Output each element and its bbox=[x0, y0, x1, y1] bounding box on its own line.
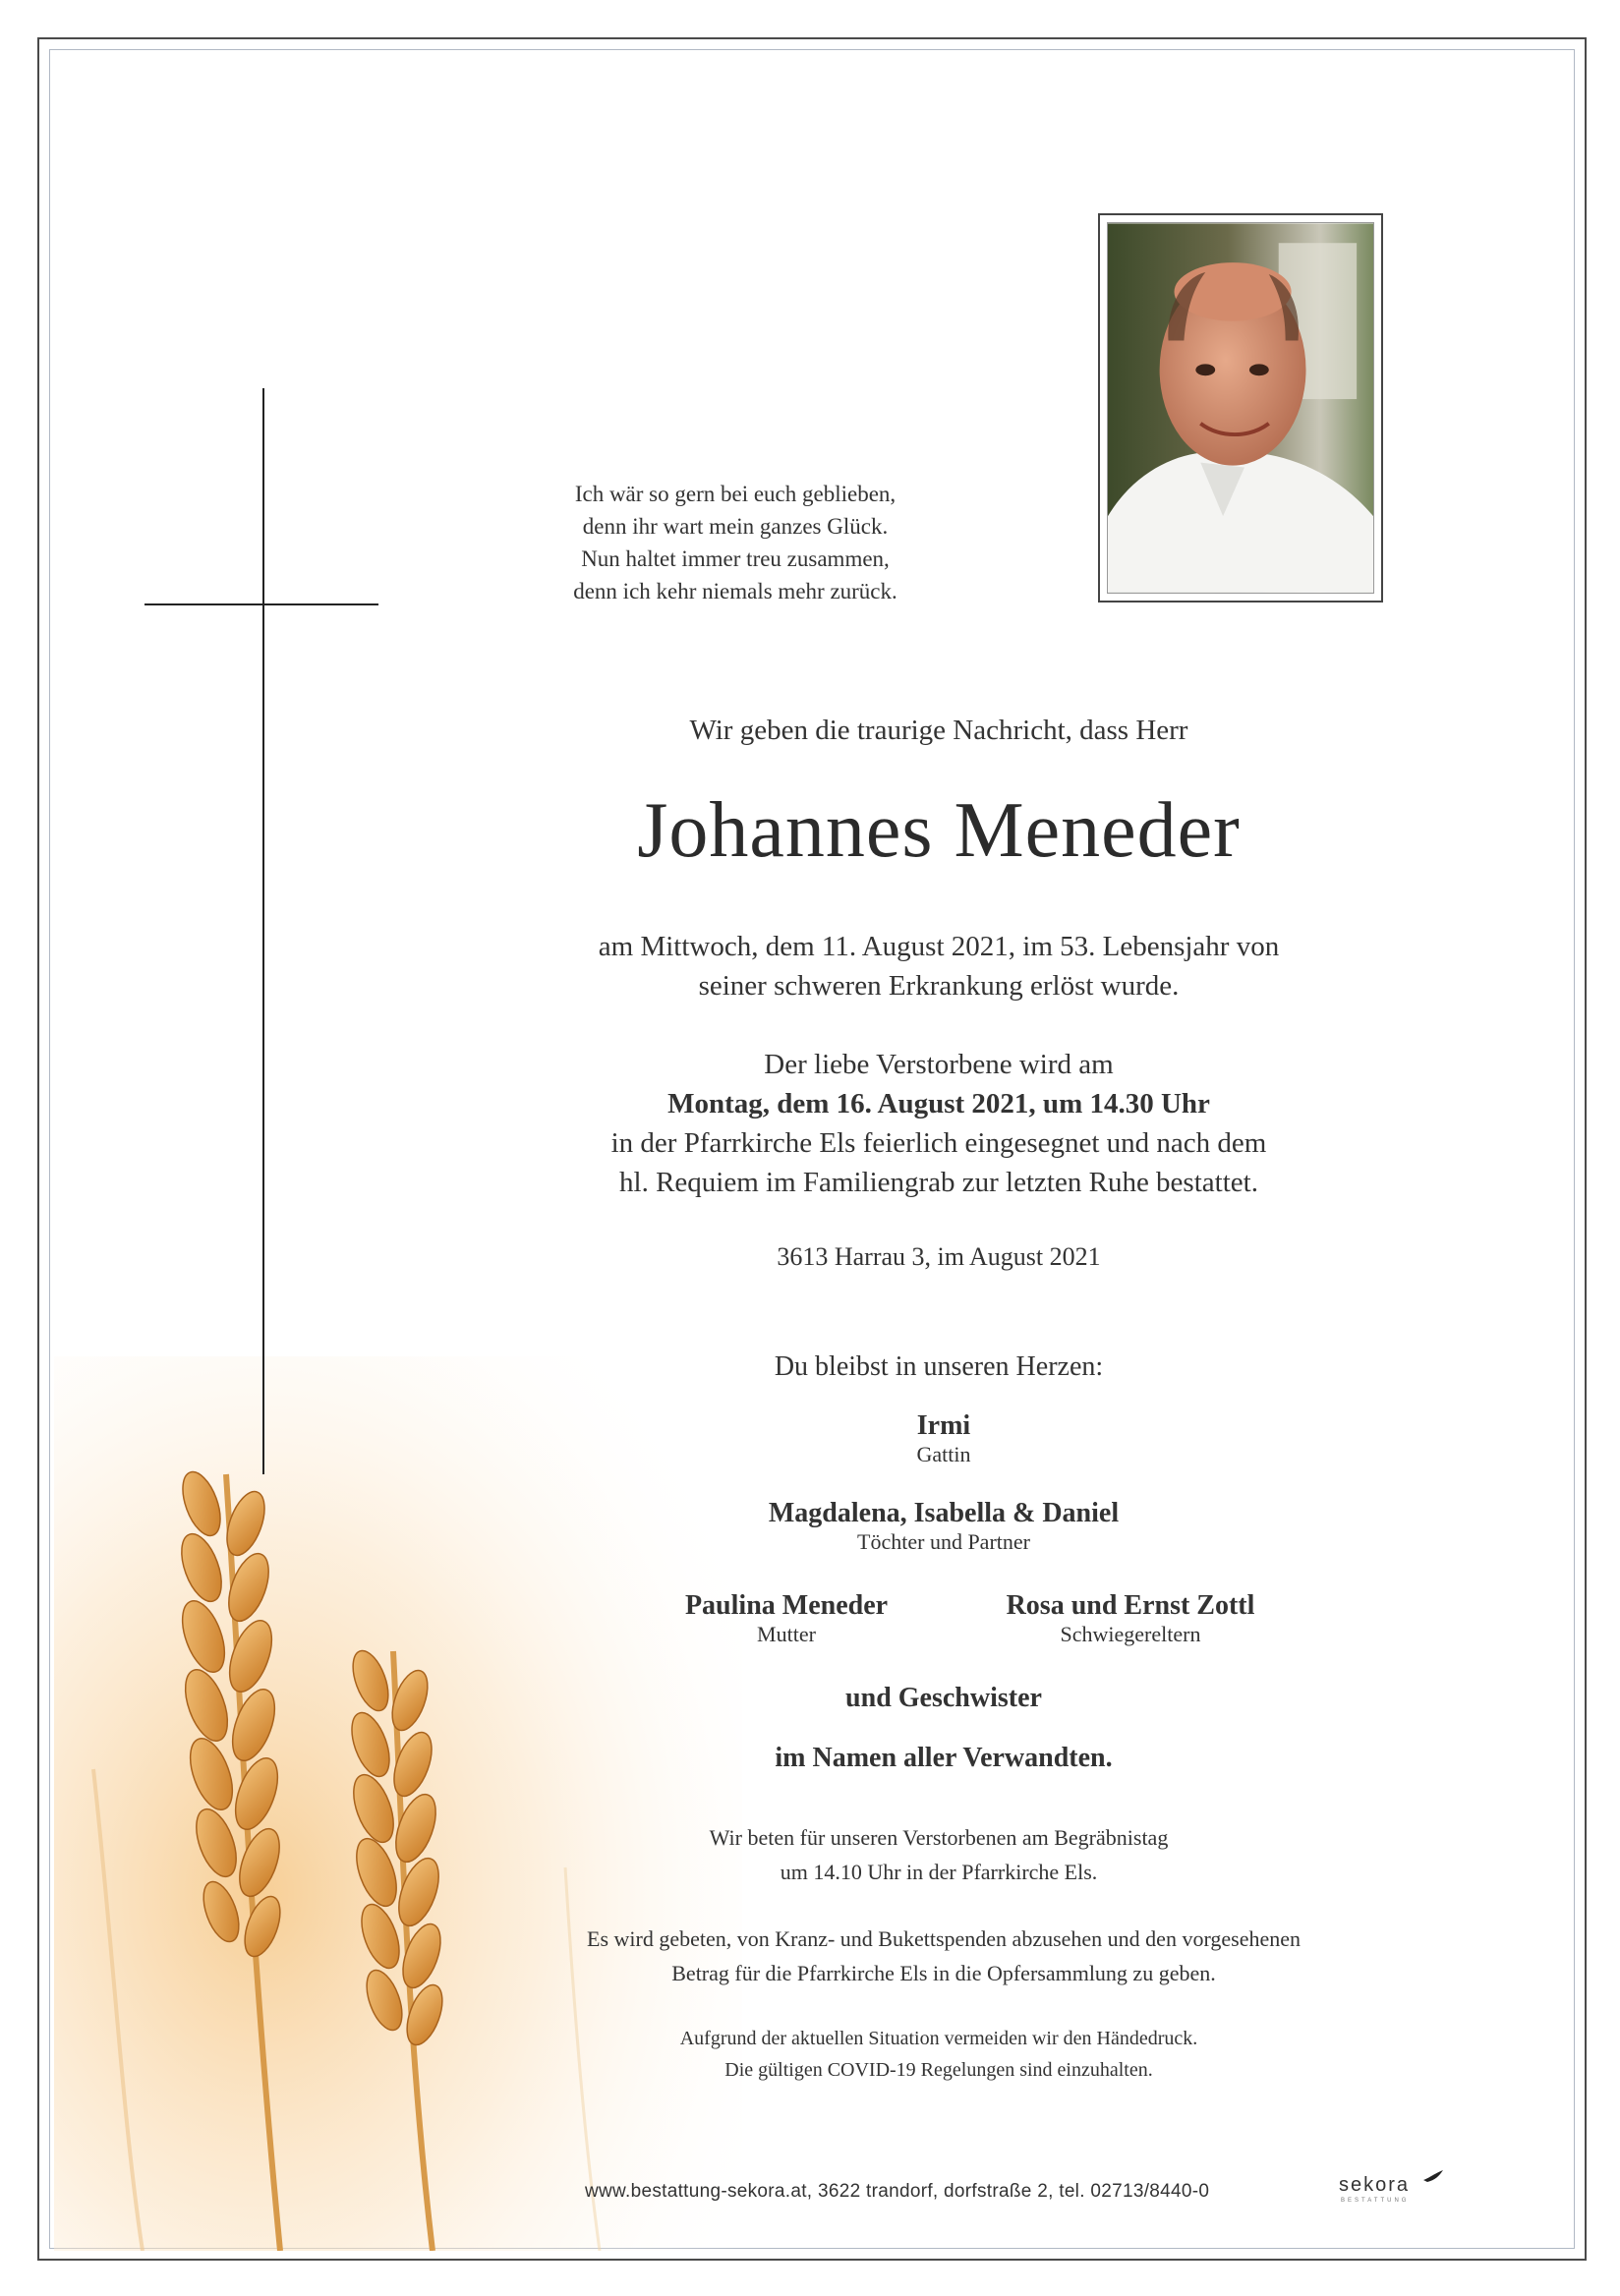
death-line: seiner schweren Erkrankung erlöst wurde. bbox=[698, 970, 1180, 1002]
poem-line: denn ich kehr niemals mehr zurück. bbox=[573, 579, 897, 603]
mourners-heading: Du bleibst in unseren Herzen: bbox=[774, 1351, 1104, 1382]
portrait-photo bbox=[1098, 213, 1383, 603]
donation-line: Es wird gebeten, von Kranz- und Bukettspenden abzusehen und den vorgesehenen bbox=[587, 1926, 1301, 1951]
prayer-note bbox=[550, 1820, 1327, 1889]
mourner-role: Töchter und Partner bbox=[857, 1529, 1030, 1554]
funeral-line: in der Pfarrkirche Els feierlich eingesegnet und nach dem bbox=[610, 1127, 1267, 1159]
cross-vertical bbox=[262, 388, 264, 1474]
covid-line: Die gültigen COVID-19 Regelungen sind einzuhalten. bbox=[724, 2059, 1153, 2081]
poem-line: Nun haltet immer treu zusammen, bbox=[581, 546, 890, 571]
bird-icon bbox=[1421, 2168, 1445, 2186]
mourner-role: Gattin bbox=[916, 1442, 971, 1466]
siblings: und Geschwister bbox=[845, 1683, 1042, 1713]
funeral-line: Der liebe Verstorbene wird am bbox=[764, 1049, 1114, 1080]
intro-text: Wir geben die traurige Nachricht, dass Herr bbox=[689, 715, 1188, 746]
donation-note bbox=[472, 1922, 1416, 1990]
mourner-role: Schwiegereltern bbox=[1060, 1622, 1201, 1646]
mourner-name: Magdalena, Isabella & Daniel bbox=[768, 1498, 1120, 1528]
footer-contact: www.bestattung-sekora.at, 3622 trandorf, dorfstraße 2, tel. 02713/8440-0 bbox=[585, 2181, 1210, 2202]
mourner-parents-in-law bbox=[934, 1590, 1327, 1647]
sekora-logo bbox=[1339, 2164, 1447, 2208]
poem bbox=[539, 478, 932, 607]
wheat-decoration bbox=[54, 1356, 742, 2251]
mourner-name: Paulina Meneder bbox=[684, 1590, 889, 1621]
funeral-notice bbox=[550, 1045, 1327, 1202]
mourner-role: Mutter bbox=[757, 1622, 816, 1646]
poem-line: Ich wär so gern bei euch geblieben, bbox=[574, 482, 897, 506]
logo-subtext: BESTATTUNG bbox=[1341, 2198, 1410, 2204]
donation-line: Betrag für die Pfarrkirche Els in die Opfersammlung zu geben. bbox=[671, 1961, 1216, 1985]
deceased-name: Johannes Meneder bbox=[637, 787, 1241, 874]
covid-note bbox=[550, 2023, 1327, 2086]
poem-line: denn ihr wart mein ganzes Glück. bbox=[582, 514, 889, 539]
death-line: am Mittwoch, dem 11. August 2021, im 53. Lebensjahr von bbox=[598, 931, 1280, 962]
funeral-date: Montag, dem 16. August 2021, um 14.30 Uhr bbox=[667, 1088, 1210, 1119]
mourner-name: Irmi bbox=[916, 1410, 971, 1441]
mourner-daughters bbox=[649, 1498, 1239, 1555]
mourner-name: Rosa und Ernst Zottl bbox=[1006, 1590, 1255, 1621]
mourner-spouse bbox=[747, 1410, 1140, 1467]
place-date: 3613 Harrau 3, im August 2021 bbox=[777, 1242, 1101, 1271]
portrait-image bbox=[1108, 223, 1373, 593]
relatives: im Namen aller Verwandten. bbox=[775, 1743, 1113, 1773]
death-notice bbox=[550, 927, 1327, 1005]
mourner-mother bbox=[609, 1590, 963, 1647]
prayer-line: um 14.10 Uhr in der Pfarrkirche Els. bbox=[780, 1860, 1098, 1884]
logo-text: sekora bbox=[1339, 2174, 1411, 2196]
covid-line: Aufgrund der aktuellen Situation vermeiden wir den Händedruck. bbox=[679, 2028, 1198, 2049]
cross-horizontal bbox=[145, 603, 378, 605]
prayer-line: Wir beten für unseren Verstorbenen am Begräbnistag bbox=[709, 1825, 1169, 1850]
funeral-line: hl. Requiem im Familiengrab zur letzten Ruhe bestattet. bbox=[619, 1167, 1258, 1198]
